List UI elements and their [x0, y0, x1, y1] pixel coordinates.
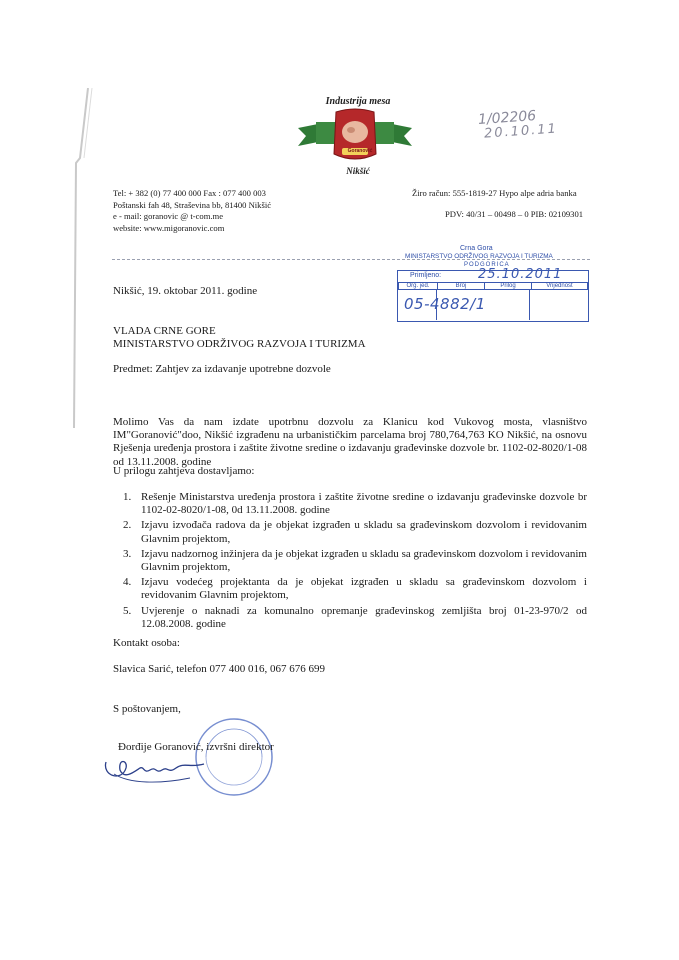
- stamp-city: PODGORICA: [464, 262, 510, 268]
- list-item: [113, 491, 587, 517]
- list-item-number: 5.: [123, 604, 132, 617]
- list-item-number: 3.: [123, 547, 132, 560]
- signature: [100, 738, 230, 790]
- list-item-number: 4.: [123, 576, 132, 589]
- list-item-text: Izjavu izvođača radova da je objekat izgrađen u skladu sa građevinskom dozvolom i revidovanim Glavnim projektom,: [141, 519, 587, 545]
- list-item-text: Rešenje Ministarstva uređenja prostora i zaštite životne sredine o izdavanju građevinske dozvole br 1102-02-8020/1-08, 0d 13.11.2008. godine: [141, 491, 587, 517]
- handwritten-date: 20.10.11: [483, 121, 559, 142]
- handwritten-number: 1/02206: [477, 107, 537, 129]
- list-item-text: Uvjerenje o naknadi za komunalno opremanje građevinskog zemljišta broj 01-23-970/2 od 12.08.2008. godine: [141, 604, 587, 630]
- company-city: Nikšić: [346, 166, 370, 176]
- recipient-block: [113, 325, 366, 351]
- stamp-col-number: Broj: [438, 283, 485, 290]
- stamp-received-date: 25.10.2011: [478, 267, 563, 282]
- list-item-text: Izjavu vodećeg projektanta da je objekat izgrađen u skladu sa građevinskom dozvolom i revidovanim Glavnim projektom,: [141, 576, 587, 602]
- attachments-intro: U prilogu zahtjeva dostavljamo:: [113, 465, 255, 477]
- tax-info: PDV: 40/31 – 00498 – 0 PIB: 02109301: [445, 209, 584, 219]
- place-date: Nikšić, 19. oktobar 2011. godine: [113, 285, 258, 297]
- closing: S poštovanjem,: [113, 703, 181, 715]
- stamp-grid-line-2: [529, 290, 530, 320]
- logo-text: Goranović: [347, 148, 373, 154]
- stamp-ministry: MINISTARSTVO ODRŽIVOG RAZVOJA I TURIZMA: [405, 253, 553, 260]
- stamp-col-org: Org. jed.: [399, 283, 438, 290]
- subject-line: Predmet: Zahtjev za izdavanje upotrebne dozvole: [113, 363, 331, 375]
- list-item: [113, 605, 587, 631]
- stamp-received-label: Primljeno:: [410, 272, 442, 279]
- attachments-list: [113, 491, 587, 631]
- stamp-table: [398, 282, 588, 290]
- company-logo: [296, 108, 414, 164]
- contact-block: [113, 188, 333, 234]
- list-item: [113, 576, 587, 602]
- contact-label: Kontakt osoba:: [113, 637, 180, 649]
- company-line: Industrija mesa: [325, 96, 391, 107]
- stamp-col-attachment: Prilog: [485, 283, 532, 290]
- received-stamp: [397, 267, 589, 322]
- request-paragraph: Molimo Vas da nam izdate upotrbnu dozvolu za Klanicu kod Vukovog mosta, vlasništvo IM"Goranović"doo, Nikšić izgrađenu na urbanističkim parcelama broj 780,764,763 KO Nikšić, na osnovu Rješenja uređenja prostora i zaštite životne sredine o izdavanju građevinske dozvole br. 1102-02-8020/1-08 od 13.11.2008. godine: [113, 416, 587, 468]
- signatory: Đorđije Goranović, izvršni direktor: [118, 741, 274, 753]
- stamp-col-value: Vrijednost: [532, 283, 588, 290]
- list-item: [113, 519, 587, 545]
- contact-website: website: www.migoranovic.com: [113, 222, 225, 233]
- list-item-text: Izjavu nadzornog inžinjera da je objekat izgrađen u skladu sa građevinskom dozvolom i revidovanim Glavnim projektom,: [141, 547, 587, 574]
- contact-email: e - mail: goranovic @ t-com.me: [113, 211, 224, 221]
- stamp-reg-number: 05-4882/1: [404, 295, 486, 313]
- stamp-country: Crna Gora: [460, 245, 493, 252]
- contact-address: Poštanski fah 48, Straševina bb, 81400 Nikšić: [113, 199, 272, 210]
- list-item-number: 1.: [123, 491, 132, 503]
- bank-account: Žiro račun: 555-1819-27 Hypo alpe adria banka: [412, 188, 577, 198]
- list-item-number: 2.: [123, 519, 132, 532]
- scan-edge-line: [58, 88, 98, 428]
- contact-person: Slavica Sarić, telefon 077 400 016, 067 676 699: [113, 663, 326, 675]
- list-item: [113, 548, 587, 574]
- recipient-government: VLADA CRNE GORE: [113, 325, 216, 337]
- recipient-ministry: MINISTARSTVO ODRŽIVOG RAZVOJA I TURIZMA: [113, 338, 366, 351]
- contact-phone: Tel: + 382 (0) 77 400 000 Fax : 077 400 003: [113, 188, 266, 198]
